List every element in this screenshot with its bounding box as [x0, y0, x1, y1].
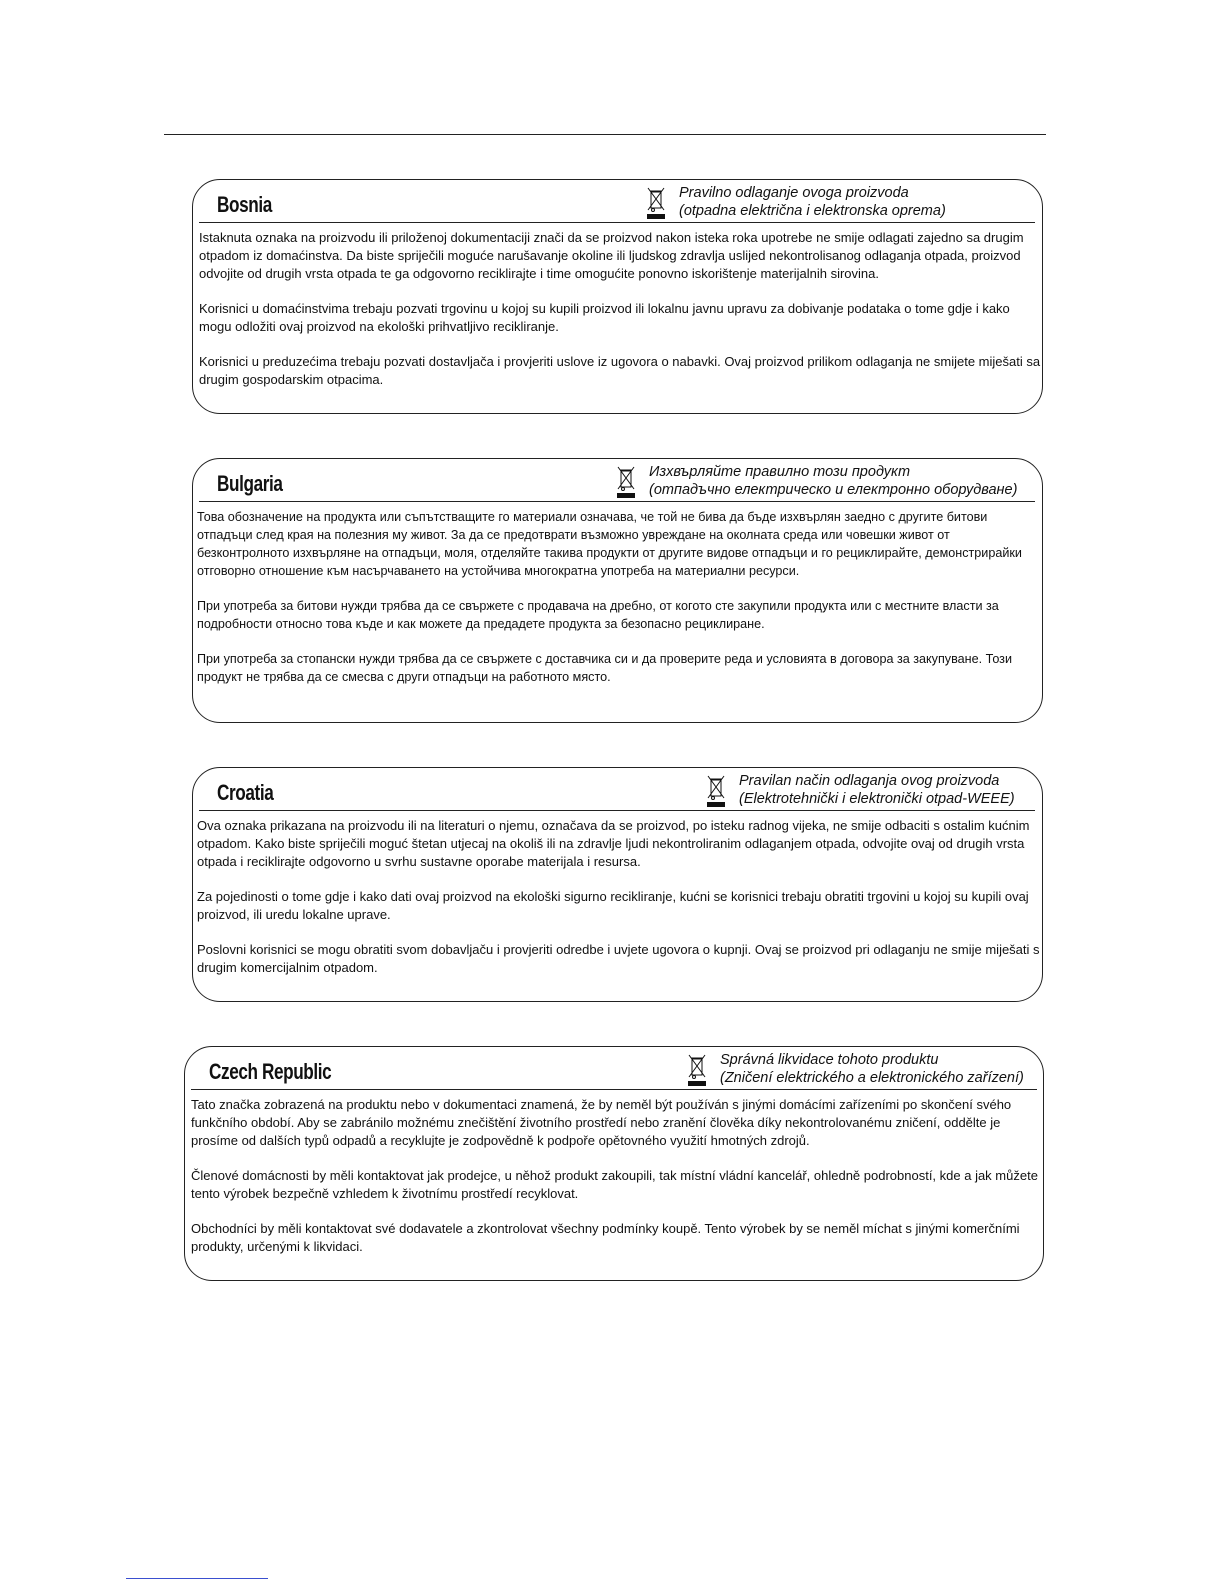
paragraph: Istaknuta oznaka na proizvodu ili priloženoj dokumentaciji znači da se proizvod nakon isteka roka upotrebe ne smije odlagati zajedno sa drugim otpadom iz domaćinstva. Da biste spriječili moguće narušavanje okoline ili ljudskog zdravlja uslijed nekontrolisanog odlaganja otpada, proizvod odvojite od drugih vrsta otpada te ga odgovorno reciklirajte i time omogućite ponovno iskorištenje materijalnih sirovina.	[199, 230, 1024, 281]
paragraph: Obchodníci by měli kontaktovat své dodavatele a zkontrolovat všechny podmínky koupě. Tento výrobek by se neměl míchat s jinými komerčními produkty, určenými k likvidaci.	[191, 1221, 1020, 1254]
paragraph: Korisnici u preduzećima trebaju pozvati dostavljača i provjeriti uslove iz ugovora o nabavki. Ovaj proizvod prilikom odlaganja ne smijete miješati sa drugim gospodarskim otpacima.	[199, 354, 1041, 387]
paragraph: Tato značka zobrazená na produktu nebo v dokumentaci znamená, že by neměl být používán s jinými domácími zařízeními po skončení svého funkčního období. Aby se zabránilo možnému znečištění životního prostředí nebo zranění člověka díky nekontrolovanému zničení, oddělte je prosíme od dalších typů odpadů a recyklujte je zodpovědně k podpoře opětovného využití hmotných zdrojů.	[191, 1097, 1012, 1148]
heading-line-1: Изхвърляйте правилно този продукт	[649, 464, 911, 480]
heading-line-1: Pravilno odlaganje ovoga proizvoda	[679, 185, 909, 201]
heading-line-2: (Elektrotehnički i elektronički otpad-WEEE)	[739, 791, 1015, 807]
section-body	[191, 1096, 1039, 1273]
country-title: Croatia	[217, 780, 274, 805]
section-body	[197, 817, 1042, 994]
paragraph: Това обозначение на продукта или съпътстващите го материали означава, че той не бива да бъде изхвърлян заедно с другите битови отпадъци след края на полезния му живот. За да се предотврати възможно увреждане на околната среда или човешки живот от безконтролното изхвърляне на отпадъци, моля, отделяйте такива продукти от другите видове отпадъци и го рециклирайте, демонстрирайки отговорно отношение към насърчаването на устойчива многократна употреба на материални ресурси.	[197, 510, 1022, 578]
section-czech-republic	[184, 1046, 1044, 1281]
disposal-heading	[649, 463, 1017, 499]
heading-rule	[199, 810, 1035, 811]
paragraph: Korisnici u domaćinstvima trebaju pozvati trgovinu u kojoj su kupili proizvod ili lokalnu javnu upravu za dobivanje podataka o tome gdje i kako mogu odložiti ovaj proizvod na ekološki prihvatljivo recikliranje.	[199, 301, 1010, 334]
wheelie-bin-crossed-icon	[616, 465, 636, 501]
section-croatia	[192, 767, 1043, 1002]
country-title: Bulgaria	[217, 471, 283, 496]
section-bulgaria	[192, 458, 1043, 723]
paragraph: Za pojedinosti o tome gdje i kako dati ovaj proizvod na ekološki sigurno recikliranje, kućni se korisnici trebaju obratiti trgovini u kojoj su kupili ovaj proizvod, ili uredu lokalne uprave.	[197, 889, 1029, 922]
heading-rule	[199, 222, 1035, 223]
heading-rule	[191, 1089, 1037, 1090]
section-body	[197, 508, 1042, 703]
footer-link-underline	[126, 1578, 268, 1579]
heading-line-2: (отпадъчно електрическо и електронно оборудване)	[649, 482, 1018, 498]
disposal-heading	[720, 1051, 1024, 1087]
heading-line-2: (otpadna električna i elektronska oprema)	[679, 203, 946, 219]
disposal-heading	[739, 772, 1015, 808]
heading-rule	[199, 501, 1035, 502]
section-body	[199, 229, 1041, 406]
country-title: Bosnia	[217, 192, 272, 217]
paragraph: Členové domácnosti by měli kontaktovat jak prodejce, u něhož produkt zakoupili, tak místní vládní kancelář, ohledně podrobností, kde a jak můžete tento výrobek bezpečně vzhledem k životnímu prostředí recyklovat.	[191, 1168, 1038, 1201]
heading-line-1: Pravilan način odlaganja ovog proizvoda	[739, 773, 1000, 789]
wheelie-bin-crossed-icon	[687, 1053, 707, 1089]
paragraph: Ova oznaka prikazana na proizvodu ili na literaturi o njemu, označava da se proizvod, po isteku radnog vijeka, ne smije odbaciti s ostalim kućnim otpadom. Kako biste spriječili moguć štetan utjecaj na okoliš ili na zdravlje ljudi nekontroliranim odlaganjem otpada, odvojite ovaj od drugih vrsta otpada i reciklirajte odgovorno u svrhu sustavne oporabe materijala i resursa.	[197, 818, 1030, 869]
paragraph: При употреба за стопански нужди трябва да се свържете с доставчика си и да проверите реда и условията в договора за закупуване. Този продукт не трябва да се смесва с други отпадъци на работното място.	[197, 652, 1012, 684]
top-rule	[164, 134, 1046, 135]
paragraph: Poslovni korisnici se mogu obratiti svom dobavljaču i provjeriti odredbe i uvjete ugovora o kupnji. Ovaj se proizvod pri odlaganju ne smije miješati s drugim komercijalnim otpadom.	[197, 942, 1040, 975]
section-bosnia	[192, 179, 1043, 414]
country-title: Czech Republic	[209, 1059, 332, 1084]
heading-line-2: (Zničení elektrického a elektronického zařízení)	[720, 1070, 1024, 1086]
wheelie-bin-crossed-icon	[646, 186, 666, 222]
paragraph: При употреба за битови нужди трябва да се свържете с продавача на дребно, от когото сте закупили продукта или с местните власти за подробности относно това къде и как можете да предадете продукта за безопасно рециклиране.	[197, 599, 999, 631]
disposal-heading	[679, 184, 946, 220]
heading-line-1: Správná likvidace tohoto produktu	[720, 1052, 939, 1068]
wheelie-bin-crossed-icon	[706, 774, 726, 810]
